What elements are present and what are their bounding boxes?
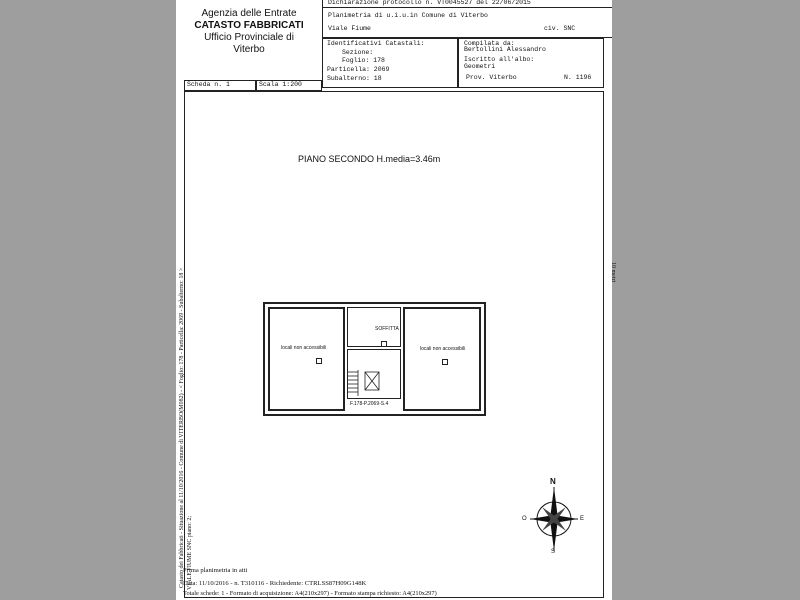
agency-name: Agenzia delle Entrate (201, 8, 297, 19)
albo-value: Geometri (464, 63, 496, 70)
agency-block (176, 8, 322, 56)
planimetry-line: Planimetria di u.i.u.in Comune di Viterbo (328, 12, 488, 19)
plan-ref-label: F.178-P.2069-S.4 (350, 401, 389, 407)
plan-title: PIANO SECONDO H.media=3.46m (298, 154, 441, 164)
stairs-icon (346, 368, 386, 398)
identificativi-title: Identificativi Catastali: (327, 40, 425, 47)
document-sheet (176, 0, 616, 600)
particella-label: Particella: 2069 (327, 66, 390, 73)
catasto-title: CATASTO FABBRICATI (194, 20, 304, 31)
foglio-label: Foglio: 178 (342, 57, 385, 64)
ufficio-city: Viterbo (233, 44, 265, 55)
soffitta-label: SOFFITTA (375, 326, 399, 332)
compass-e: E (580, 516, 585, 522)
compilata-name: Bertollini Alessandro (464, 46, 546, 53)
albo-number: N. 1196 (564, 74, 592, 81)
room-left-label: locali non accessibili (281, 345, 327, 351)
iscritto-label: Iscritto all'albo: (464, 56, 535, 63)
ufficio-label: Ufficio Provinciale di (204, 32, 294, 43)
side-scale-label: 10 metri (610, 262, 616, 283)
compilata-title: Compilata da: (464, 40, 515, 47)
footer-line-3: Totale schede: 1 - Formato di acquisizione: A4(210x297) - Formato stampa richiesto: A4(210x297) (183, 590, 437, 597)
compass-o: O (522, 516, 527, 522)
side-strip-line1: Catasto dei Fabbricati - Situazione al 11/10/2016 - Comune di VITERBO(M082) - < Foglio: 178 - Particella: 2069 - Subalterno: 18 > (179, 267, 185, 588)
scheda-label: Scheda n. 1 (187, 81, 230, 88)
room-left (268, 307, 345, 411)
footer-line-2: Data: 11/10/2016 - n. T310116 - Richiedente: CTRLSS87H09G148K (183, 580, 367, 587)
room-right-marker (442, 359, 448, 365)
address-line: Viale Fiume (328, 25, 371, 32)
compass-n: N (550, 477, 556, 486)
sezione-label: Sezione: (342, 49, 374, 56)
soffitta-marker (381, 341, 387, 347)
footer-line-1: Prima planimetria in atti (183, 567, 248, 574)
protocol-underline (322, 7, 612, 8)
room-right-label: locali non accessibili (420, 346, 466, 352)
floor-plan (263, 302, 486, 416)
side-strip-line2: VIALE FIUME SNC piano: 2; (187, 516, 193, 590)
room-left-marker (316, 358, 322, 364)
civic-number: civ. SNC (544, 25, 576, 32)
provincia-value: Prov. Viterbo (466, 74, 517, 81)
scala-label: Scala 1:200 (259, 81, 302, 88)
compass-s: S (551, 549, 556, 555)
subalterno-label: Subalterno: 18 (327, 75, 382, 82)
protocol-line: Dichiarazione protocollo n. VT0045527 del 22/06/2015 (328, 0, 531, 6)
